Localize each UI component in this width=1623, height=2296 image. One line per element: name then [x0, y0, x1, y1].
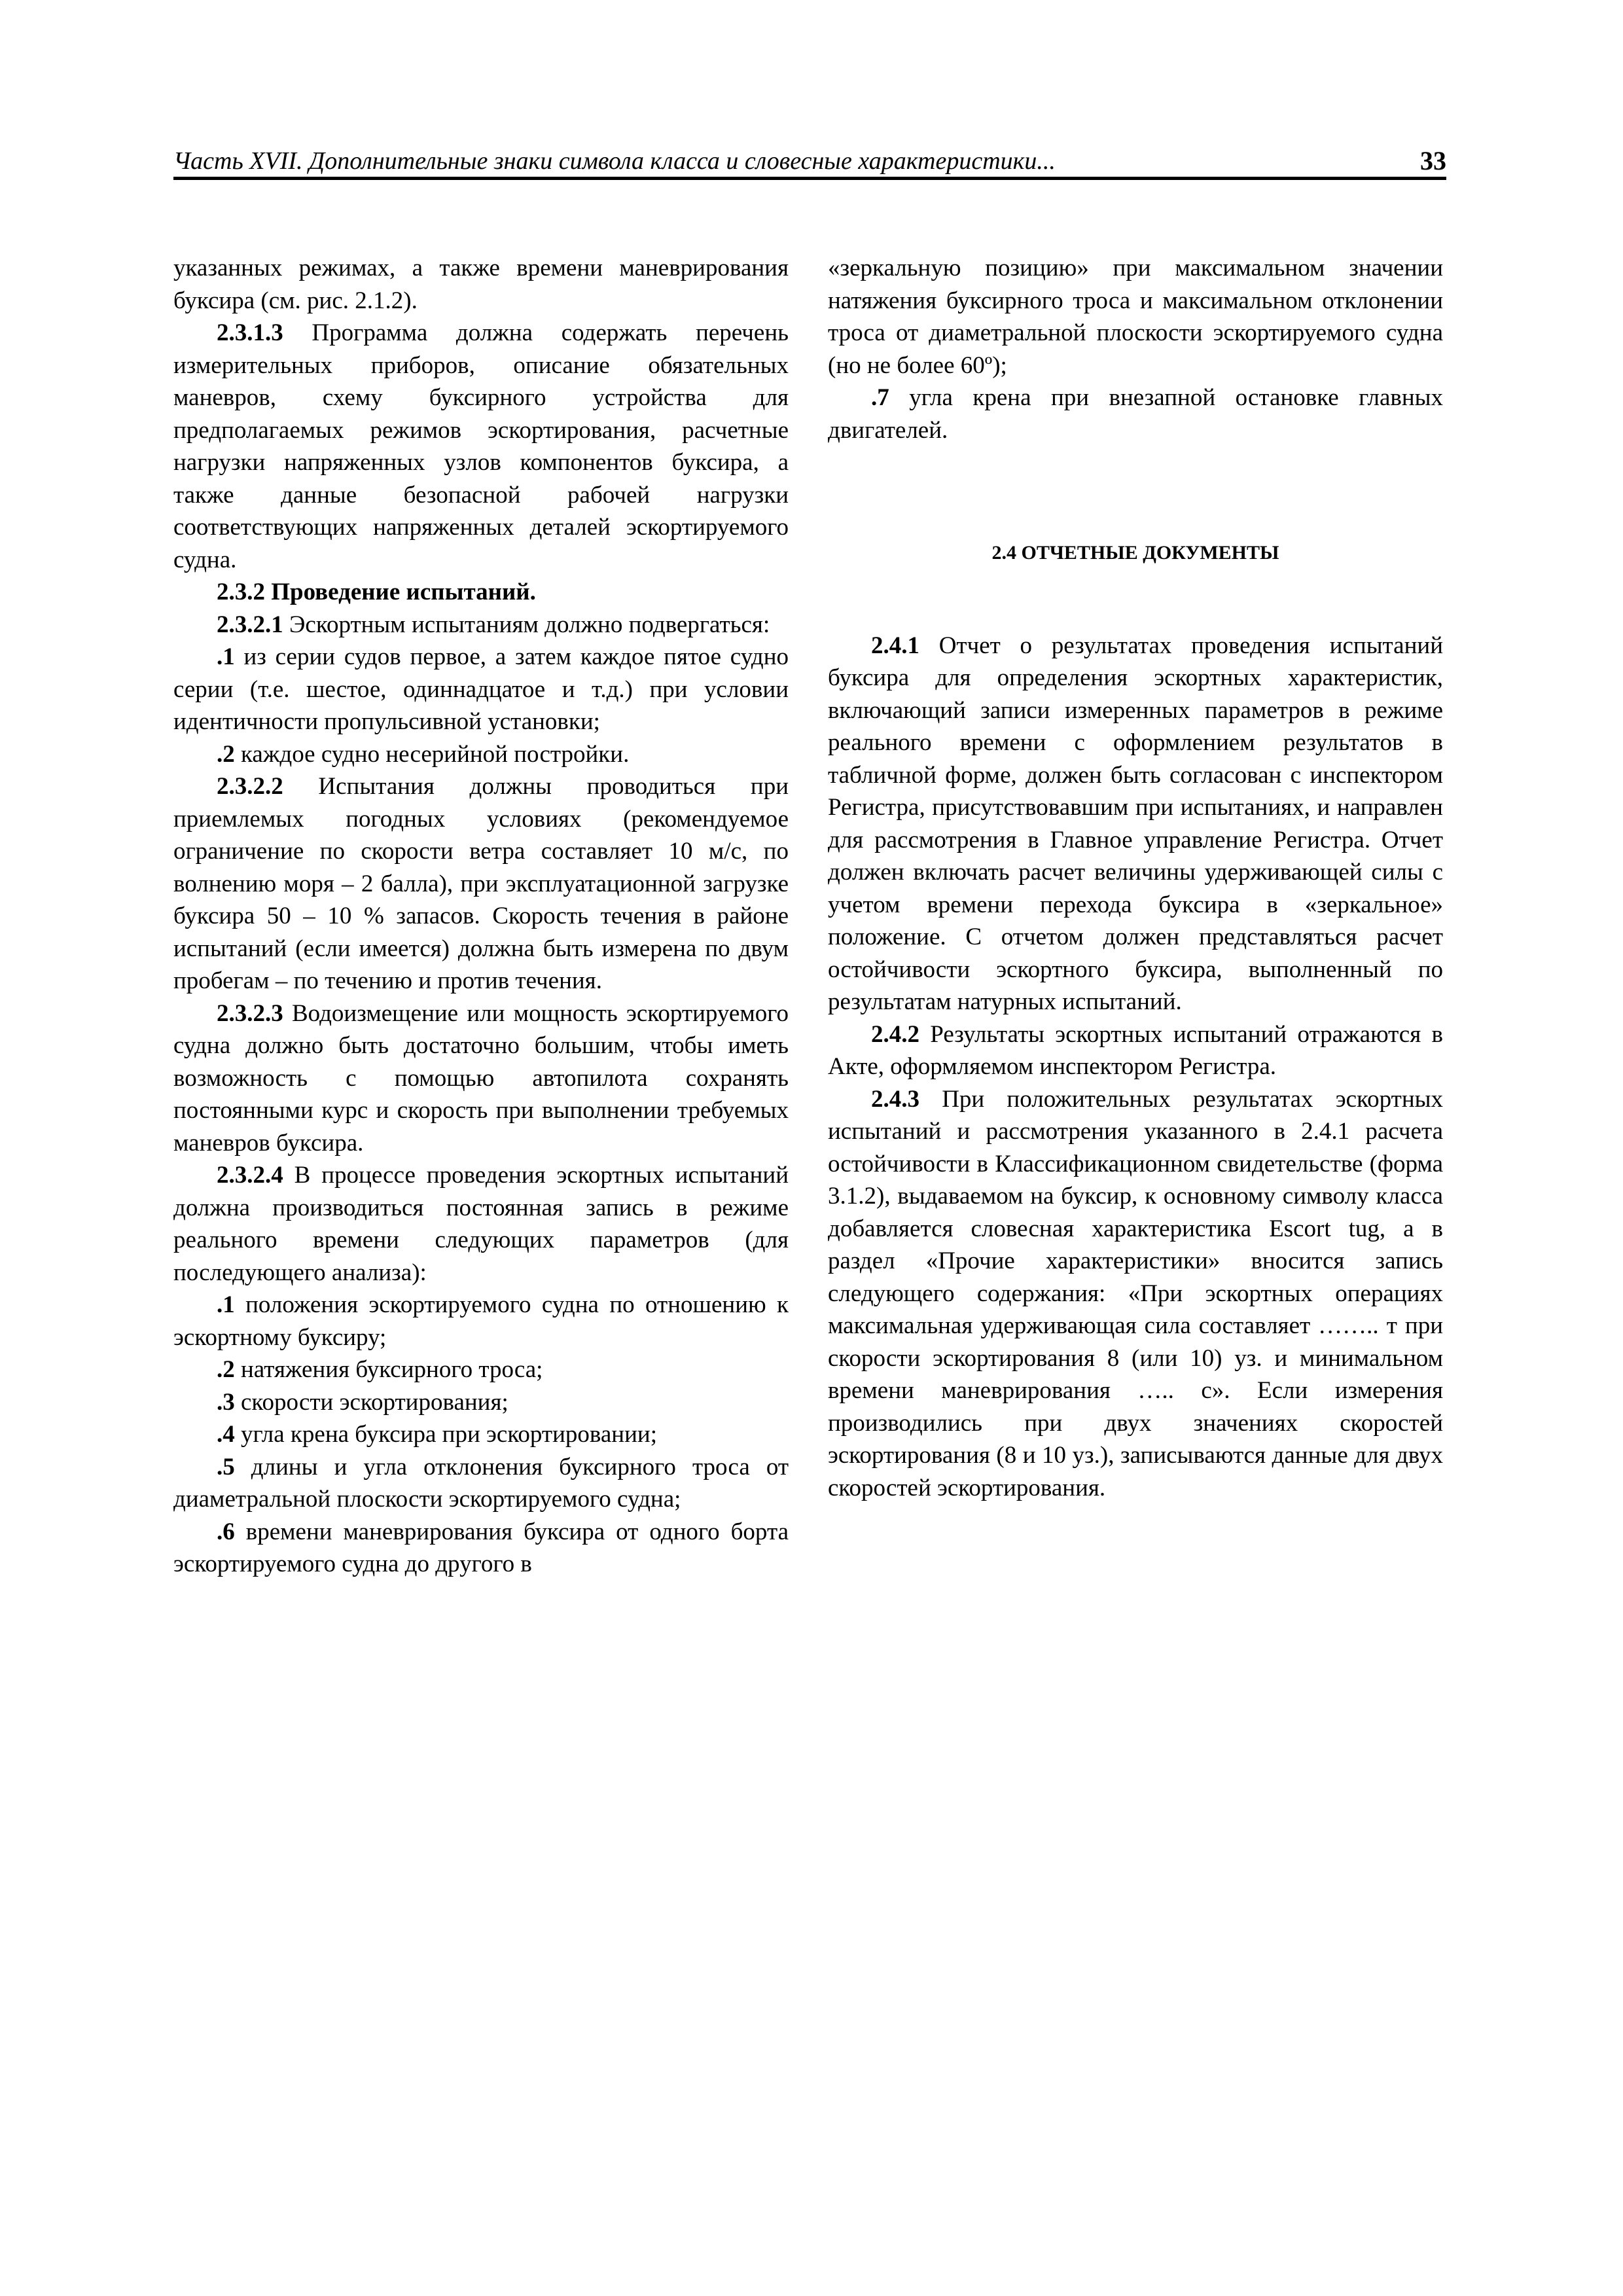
paragraph [173, 317, 789, 576]
clause-number: .4 [217, 1421, 235, 1448]
clause-number: .2 [217, 1356, 235, 1383]
paragraph-text: Испытания должны проводиться при приемлемых погодных условиях (рекомендуемое ограничение по скорости ветра составляет 10 м/с, по волнению моря – 2 балла), при эксплуатационной загрузке буксира 50 – 10 % запасов. Скорость течения в районе испытаний (если имеется) должна быть измерена по двум пробегам – по течению и против течения. [173, 773, 789, 994]
right-column [828, 252, 1443, 1504]
paragraph-text: угла крена буксира при эскортировании; [234, 1421, 657, 1448]
paragraph [828, 630, 1443, 1018]
paragraph-text: Программа должна содержать перечень измерительных приборов, описание обязательных маневров, схему буксирного устройства для предполагаемых режимов эскортирования, расчетные нагрузки напряженных узлов компонентов буксира, а также данные безопасной рабочей нагрузки соответствующих напряженных деталей эскортируемого судна. [173, 319, 789, 573]
clause-number: 2.3.2.2 [217, 773, 283, 800]
paragraph-text: положения эскортируемого судна по отношению к эскортному буксиру; [173, 1291, 789, 1351]
spacer [828, 446, 1443, 537]
paragraph [173, 1159, 789, 1289]
paragraph [173, 609, 789, 641]
clause-number: 2.3.2.3 [217, 999, 283, 1027]
paragraph [173, 252, 789, 317]
paragraph [173, 997, 789, 1160]
paragraph-text: «зеркальную позицию» при максимальном значении натяжения буксирного троса и максимальном отклонении троса от диаметральной плоскости эскортируемого судна (но не более 60º); [828, 255, 1443, 379]
paragraph [828, 1018, 1443, 1083]
paragraph-text: времени маневрирования буксира от одного борта эскортируемого судна до другого в [173, 1518, 789, 1577]
paragraph-text: При положительных результатах эскортных испытаний и рассмотрения указанного в 2.4.1 расчета остойчивости в Классификационном свидетельстве (форма 3.1.2), выдаваемом на буксир, к основному символу класса добавляется словесная характеристика Escort tug, а в раздел «Прочие характеристики» вносится запись следующего содержания: «При эскортных операциях максимальная удерживающая сила составляет …….. т при скорости эскортирования 8 (или 10) уз. и минимальном времени маневрирования ….. с». Если измерения производились при двух значениях скоростей эскортирования (8 и 10 уз.), записываются данные для двух скоростей эскортирования. [828, 1085, 1443, 1501]
clause-number: .3 [217, 1388, 235, 1416]
paragraph-text: длины и угла отклонения буксирного троса от диаметральной плоскости эскортируемого судна; [173, 1453, 789, 1513]
clause-number: 2.3.1.3 [217, 319, 283, 346]
clause-number: .1 [217, 643, 235, 670]
paragraph [173, 1516, 789, 1581]
paragraph [173, 1386, 789, 1419]
clause-number: 2.4.1 [871, 632, 919, 659]
paragraph [173, 1354, 789, 1386]
paragraph [173, 1289, 789, 1354]
paragraph-text: Отчет о результатах проведения испытаний буксира для определения эскортных характеристик, включающий записи измеренных параметров в режиме реального времени с оформлением результатов в табличной форме, должен быть согласован с инспектором Регистра, присутствовавшим при испытаниях, и направлен для рассмотрения в Главное управление Регистра. Отчет должен включать расчет величины удерживающей силы с учетом времени перехода буксира в «зеркальное» положение. С отчетом должен представляться расчет остойчивости эскортного буксира, выполненный по результатам натурных испытаний. [828, 632, 1443, 1015]
page-header [173, 145, 1446, 180]
clause-number: 2.3.2 [217, 579, 265, 605]
paragraph-text: Водоизмещение или мощность эскортируемого судна должно быть достаточно большим, чтобы иметь возможность с помощью автопилота сохранять постоянными курс и скорость при выполнении требуемых маневров буксира. [173, 999, 789, 1157]
clause-number: .1 [217, 1291, 235, 1318]
left-column [173, 252, 789, 1581]
paragraph [173, 576, 789, 609]
paragraph-text: Проведение испытаний. [265, 579, 536, 605]
clause-number: .2 [217, 740, 235, 768]
paragraph [173, 641, 789, 738]
paragraph-text: указанных режимах, а также времени маневрирования буксира (см. рис. 2.1.2). [173, 255, 789, 314]
paragraph [173, 738, 789, 771]
paragraph-text: В процессе проведения эскортных испытаний должна производиться постоянная запись в режиме реального времени следующих параметров (для последующего анализа): [173, 1162, 789, 1286]
paragraph [828, 382, 1443, 446]
paragraph-text: Результаты эскортных испытаний отражаются в Акте, оформляемом инспектором Регистра. [828, 1020, 1443, 1080]
running-header-title: Часть XVII. Дополнительные знаки символа класса и словесные характеристики... [173, 147, 1056, 175]
paragraph [173, 1451, 789, 1516]
paragraph-text: угла крена при внезапной остановке главных двигателей. [828, 384, 1443, 444]
paragraph-text: скорости эскортирования; [234, 1388, 508, 1416]
paragraph [173, 1418, 789, 1451]
clause-number: .6 [217, 1518, 235, 1545]
paragraph-text: из серии судов первое, а затем каждое пятое судно серии (т.е. шестое, одиннадцатое и т.д.) при условии идентичности пропульсивной установки; [173, 643, 789, 735]
spacer [828, 569, 1443, 630]
paragraph-text: натяжения буксирного троса; [234, 1356, 543, 1383]
paragraph-text: Эскортным испытаниям должно подвергаться: [283, 611, 770, 638]
paragraph [173, 770, 789, 997]
clause-number: .5 [217, 1453, 235, 1480]
clause-number: .7 [871, 384, 889, 411]
clause-number: 2.4.2 [871, 1020, 919, 1048]
paragraph-text: каждое судно несерийной постройки. [234, 740, 630, 768]
page-number: 33 [1420, 146, 1446, 175]
section-heading: 2.4 ОТЧЕТНЫЕ ДОКУМЕНТЫ [991, 542, 1279, 564]
clause-number: 2.3.2.1 [217, 611, 283, 638]
clause-number: 2.4.3 [871, 1085, 919, 1113]
clause-number: 2.3.2.4 [217, 1162, 283, 1189]
paragraph [828, 252, 1443, 382]
paragraph [828, 1083, 1443, 1505]
